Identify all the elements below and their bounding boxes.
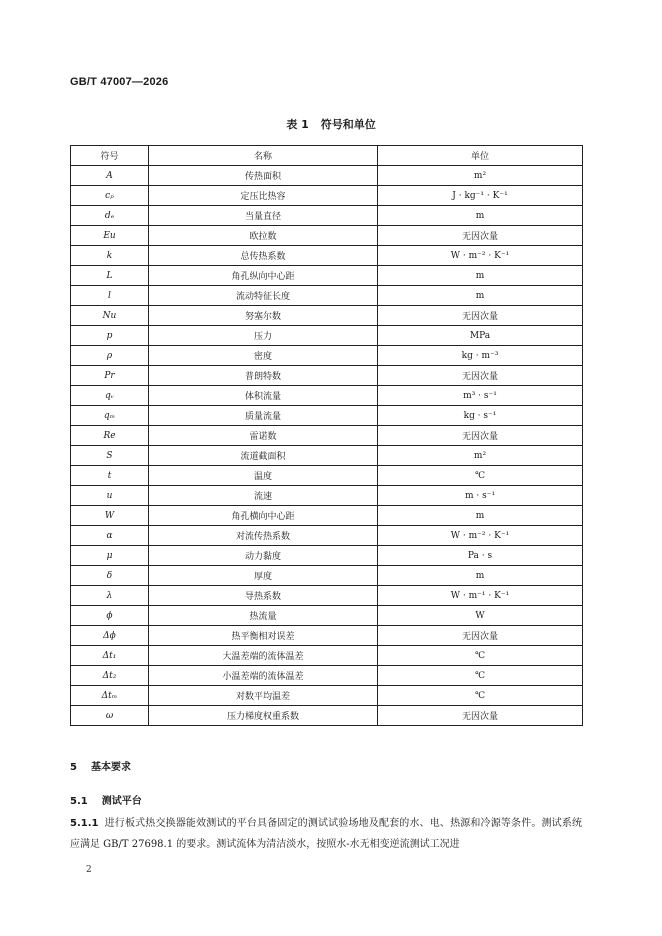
unit-cell: m xyxy=(378,206,583,226)
section-number: 5.1 xyxy=(70,796,88,807)
standard-code: GB/T 47007—2026 xyxy=(70,76,169,88)
table-row xyxy=(71,206,583,226)
name-cell: 热流量 xyxy=(149,606,378,626)
unit-cell: 无因次量 xyxy=(378,366,583,386)
name-cell: 普朗特数 xyxy=(149,366,378,386)
name-cell: 小温差端的流体温差 xyxy=(149,666,378,686)
table-caption xyxy=(0,116,662,132)
name-cell: 定压比热容 xyxy=(149,186,378,206)
name-cell: 导热系数 xyxy=(149,586,378,606)
table-row xyxy=(71,446,583,466)
section-5-1-heading xyxy=(70,792,142,807)
unit-cell: MPa xyxy=(378,326,583,346)
unit-cell: m² xyxy=(378,166,583,186)
unit-cell: ℃ xyxy=(378,666,583,686)
table-row xyxy=(71,706,583,726)
unit-cell: 无因次量 xyxy=(378,226,583,246)
table-row xyxy=(71,186,583,206)
name-cell: 流速 xyxy=(149,486,378,506)
symbol-cell: k xyxy=(71,246,149,266)
table-number: 表 1 xyxy=(286,118,309,131)
symbol-cell: t xyxy=(71,466,149,486)
unit-cell: kg · m⁻³ xyxy=(378,346,583,366)
table-header-row xyxy=(71,146,583,166)
name-cell: 热平衡相对误差 xyxy=(149,626,378,646)
unit-cell: J · kg⁻¹ · K⁻¹ xyxy=(378,186,583,206)
unit-cell: m · s⁻¹ xyxy=(378,486,583,506)
symbol-cell: Pr xyxy=(71,366,149,386)
name-cell: 欧拉数 xyxy=(149,226,378,246)
symbol-cell: u xyxy=(71,486,149,506)
unit-cell: 无因次量 xyxy=(378,626,583,646)
unit-cell: W · m⁻² · K⁻¹ xyxy=(378,246,583,266)
unit-cell: m xyxy=(378,566,583,586)
name-cell: 努塞尔数 xyxy=(149,306,378,326)
column-header-name: 名称 xyxy=(149,146,378,166)
symbol-cell: μ xyxy=(71,546,149,566)
unit-cell: 无因次量 xyxy=(378,426,583,446)
name-cell: 角孔纵向中心距 xyxy=(149,266,378,286)
table-row xyxy=(71,166,583,186)
section-title: 测试平台 xyxy=(101,796,142,807)
name-cell: 密度 xyxy=(149,346,378,366)
name-cell: 传热面积 xyxy=(149,166,378,186)
table-row xyxy=(71,226,583,246)
symbol-cell: λ xyxy=(71,586,149,606)
table-row xyxy=(71,646,583,666)
symbol-cell: Δt₂ xyxy=(71,666,149,686)
symbol-cell: qₘ xyxy=(71,406,149,426)
table-row xyxy=(71,466,583,486)
table-row xyxy=(71,406,583,426)
symbol-cell: qᵥ xyxy=(71,386,149,406)
name-cell: 角孔横向中心距 xyxy=(149,506,378,526)
name-cell: 当量直径 xyxy=(149,206,378,226)
name-cell: 对流传热系数 xyxy=(149,526,378,546)
name-cell: 流动特征长度 xyxy=(149,286,378,306)
table-row xyxy=(71,246,583,266)
symbol-cell: S xyxy=(71,446,149,466)
section-5-heading xyxy=(70,758,131,773)
name-cell: 对数平均温差 xyxy=(149,686,378,706)
name-cell: 总传热系数 xyxy=(149,246,378,266)
table-row xyxy=(71,266,583,286)
symbol-cell: L xyxy=(71,266,149,286)
name-cell: 厚度 xyxy=(149,566,378,586)
symbol-cell: dₑ xyxy=(71,206,149,226)
unit-cell: W · m⁻² · K⁻¹ xyxy=(378,526,583,546)
symbol-cell: Eu xyxy=(71,226,149,246)
name-cell: 体积流量 xyxy=(149,386,378,406)
table-row xyxy=(71,666,583,686)
unit-cell: m xyxy=(378,506,583,526)
name-cell: 质量流量 xyxy=(149,406,378,426)
unit-cell: ℃ xyxy=(378,686,583,706)
page-number: 2 xyxy=(86,865,92,875)
unit-cell: ℃ xyxy=(378,466,583,486)
symbol-cell: Δt₁ xyxy=(71,646,149,666)
symbol-cell: p xyxy=(71,326,149,346)
table-body xyxy=(71,166,583,726)
column-header-unit: 单位 xyxy=(378,146,583,166)
unit-cell: W xyxy=(378,606,583,626)
clause-5-1-1 xyxy=(70,813,582,855)
unit-cell: W · m⁻¹ · K⁻¹ xyxy=(378,586,583,606)
name-cell: 温度 xyxy=(149,466,378,486)
symbol-cell: cₚ xyxy=(71,186,149,206)
unit-cell: m xyxy=(378,266,583,286)
table-row xyxy=(71,686,583,706)
table-row xyxy=(71,526,583,546)
table-row xyxy=(71,566,583,586)
clause-text: 进行板式热交换器能效测试的平台具备固定的测试试验场地及配套的水、电、热源和冷源等条件。测试系统应满足 GB/T 27698.1 的要求。测试流体为清洁淡水，按照水-水无相变逆流测试工况进 xyxy=(70,818,582,850)
unit-cell: m² xyxy=(378,446,583,466)
table-row xyxy=(71,306,583,326)
table-row xyxy=(71,606,583,626)
unit-cell: 无因次量 xyxy=(378,306,583,326)
unit-cell: m³ · s⁻¹ xyxy=(378,386,583,406)
table-row xyxy=(71,386,583,406)
symbol-cell: ϕ xyxy=(71,606,149,626)
name-cell: 压力梯度权重系数 xyxy=(149,706,378,726)
name-cell: 雷诺数 xyxy=(149,426,378,446)
section-number: 5 xyxy=(70,762,77,773)
table-row xyxy=(71,546,583,566)
symbol-cell: ρ xyxy=(71,346,149,366)
name-cell: 动力黏度 xyxy=(149,546,378,566)
name-cell: 流道截面积 xyxy=(149,446,378,466)
symbol-cell: Nu xyxy=(71,306,149,326)
unit-cell: kg · s⁻¹ xyxy=(378,406,583,426)
table-row xyxy=(71,326,583,346)
table-row xyxy=(71,426,583,446)
name-cell: 压力 xyxy=(149,326,378,346)
table-row xyxy=(71,626,583,646)
symbol-cell: δ xyxy=(71,566,149,586)
table-row xyxy=(71,346,583,366)
clause-number: 5.1.1 xyxy=(70,818,99,829)
table-row xyxy=(71,286,583,306)
symbol-cell: ω xyxy=(71,706,149,726)
section-title: 基本要求 xyxy=(90,762,131,773)
unit-cell: ℃ xyxy=(378,646,583,666)
table-row xyxy=(71,486,583,506)
symbol-cell: Re xyxy=(71,426,149,446)
symbol-cell: W xyxy=(71,506,149,526)
symbols-units-table xyxy=(70,145,583,726)
unit-cell: 无因次量 xyxy=(378,706,583,726)
symbol-cell: Δϕ xyxy=(71,626,149,646)
unit-cell: m xyxy=(378,286,583,306)
table-title: 符号和单位 xyxy=(320,118,376,131)
column-header-symbol: 符号 xyxy=(71,146,149,166)
name-cell: 大温差端的流体温差 xyxy=(149,646,378,666)
symbol-cell: A xyxy=(71,166,149,186)
symbol-cell: l xyxy=(71,286,149,306)
table-row xyxy=(71,586,583,606)
symbol-cell: α xyxy=(71,526,149,546)
table-row xyxy=(71,506,583,526)
symbol-cell: Δtₘ xyxy=(71,686,149,706)
unit-cell: Pa · s xyxy=(378,546,583,566)
table-row xyxy=(71,366,583,386)
